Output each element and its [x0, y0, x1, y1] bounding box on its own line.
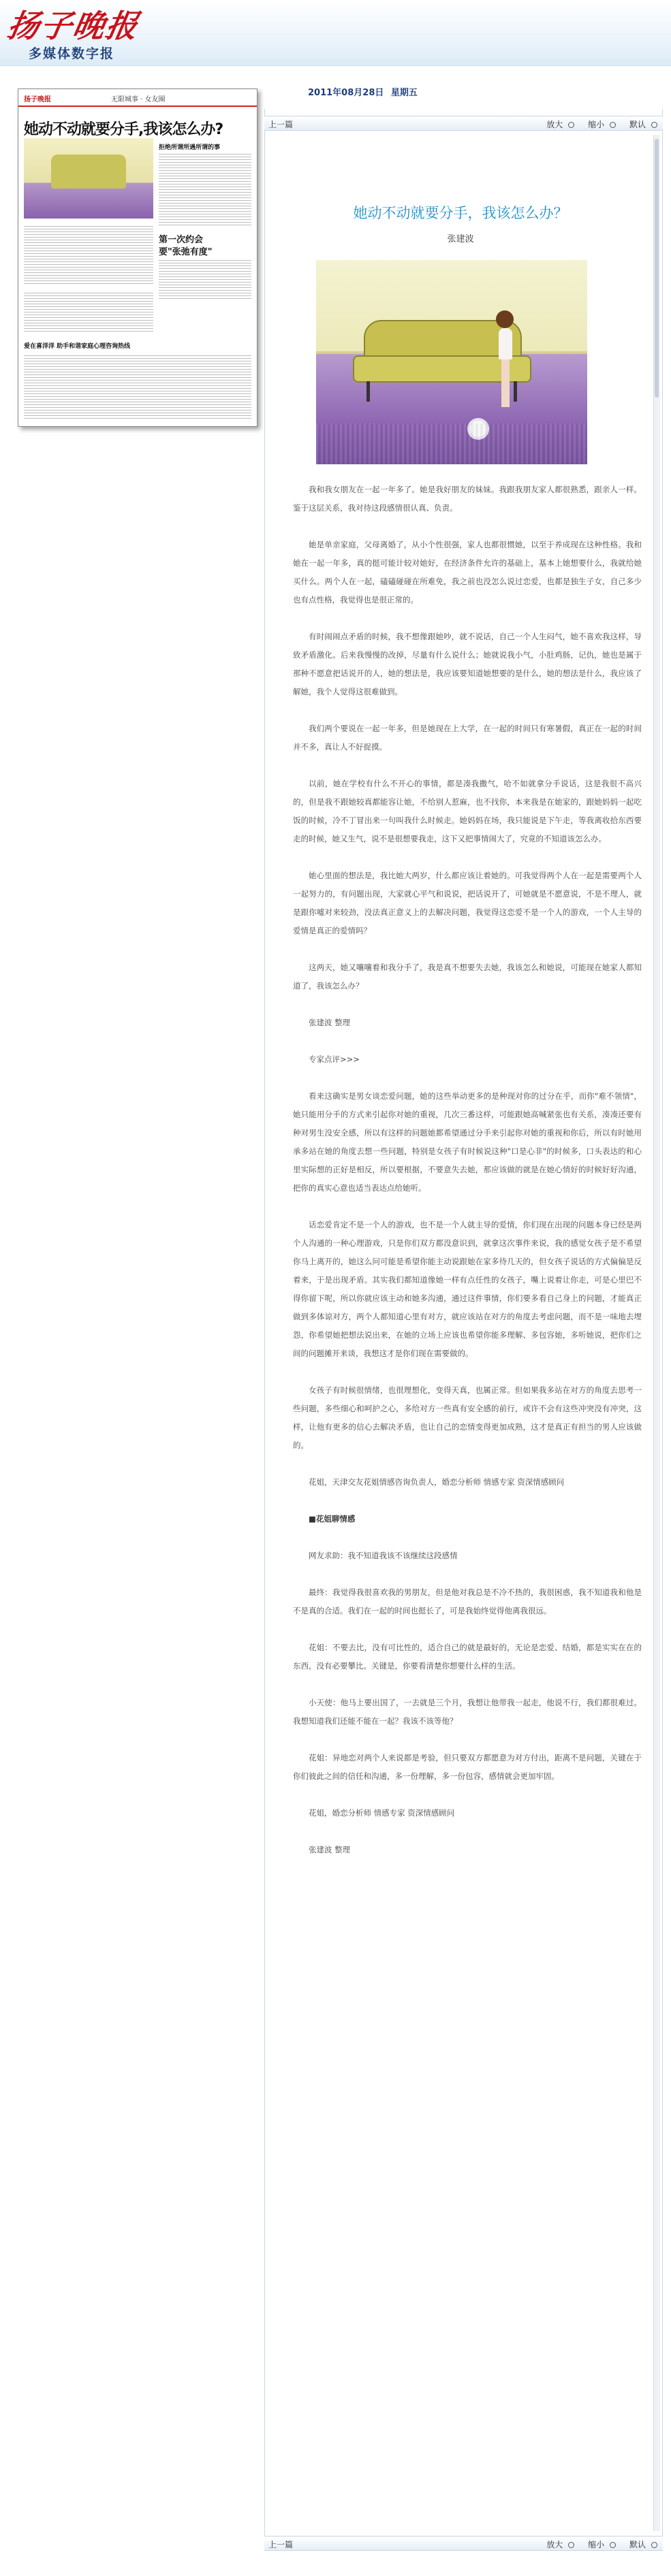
- thumbnail-subhead-3[interactable]: 要"张弛有度": [159, 247, 213, 257]
- article-paragraph: 看来这确实是男女谈恋爱问题，她的这些举动更多的是种现对你的过分在乎，而你"难不领情"，她只能用分手的方式来引起你对她的重视，几次三番这样，可能跟她高喊紧张也有关系，凑凑还要有种对男生没安全感，所以有这样的问题她都希望通过分手来引起你对她的重视和你后，所以有时她用承多站在她的角度去想一些问题，特别是女孩子有时候说这种"口是心非"的时候多，口头表达的和心里实际想的正好是相反，所以要根据，不要意失去她，那应该做的就是在她心情好的时候好好沟通，把你的真实心意也适当表达点给她听。: [293, 1091, 642, 1193]
- girl-figure: [496, 310, 514, 328]
- prev-article-link[interactable]: 上一篇: [268, 120, 294, 129]
- article-toolbar-bottom: [264, 2536, 663, 2551]
- thumbnail-masthead: [18, 89, 257, 107]
- thumbnail-section: 无限城事 · 女友圈: [111, 96, 166, 103]
- radio-icon: [568, 2542, 574, 2548]
- font-large-option[interactable]: [541, 2540, 574, 2549]
- font-default-option[interactable]: [624, 2540, 657, 2549]
- radio-icon: [610, 122, 616, 128]
- article-paragraph: 女孩子有时候很情绪，也很理想化，变得天真，也属正常。但如果我多站在对方的角度去思考一些问题，多些细心和呵护之心，多给对方一些真有安全感的前行，或许不会有这些冲突没有冲突，这样，让他有更多的信心去解决矛盾，也让自己的恋情变得更加成熟，这才是真正有担当的男人应该做的。: [293, 1385, 642, 1450]
- radio-icon: [568, 122, 574, 128]
- thumbnail-text-column: [24, 291, 153, 332]
- article-paragraph: 话恋爱肯定不是一个人的游戏，也不是一个人就主导的爱情，你们现在出现的问题本身已经是两个人沟通的一种心理游戏，只是你们双方都没意识到，就拿这次事件来说，我的感觉女孩子是不希望你马上离开的，她这么问可能是希望你能主动说跟她在家多待几天的，但女孩子说话的方式偏偏是反着来，于是出现矛盾。其实我们都知道像她一样有点任性的女孩子，嘴上说着让你走，可是心里巴不得你留下呢，所以你就应该主动和她多沟通，通过这件事情，你们要多看自己身上的问题，才能真正做到多体谅对方，两个人都知道心里有对方，就应该站在对方的角度去考虑问题，而不是一味地去埋怨，你希望她把想法说出来，在她的立场上应该也希望你能多理解、多包容她，多听她说，把你们之间的问题摊开来谈，我想这才是你们现在需要做的。: [293, 1220, 642, 1358]
- logo-subtitle: 多媒体数字报: [29, 46, 115, 61]
- article-paragraph: 花姐，天津交友花姐情感咨询负责人，婚恋分析师 情感专家 资深情感顾问: [309, 1477, 565, 1487]
- font-small-option[interactable]: [582, 2540, 616, 2549]
- font-size-controls: [535, 118, 657, 130]
- font-default-label: 默认: [629, 2540, 646, 2549]
- article-title: 她动不动就要分手，我该怎么办？: [353, 205, 568, 221]
- article-paragraph: 以前，她在学校有什么不开心的事情，都是凑我撒气，哈不如就拿分手说话，这是我很不高兴的，但是我不跟她较真都能容让她，不给别人惹麻，也不找你，本来我是在她家的，跟她妈妈一起吃饭的时候，冷不丁冒出来一句叫我什么时候走。她妈妈在场，我只能说是下午走，等我离收拾东西要走的时候，她又生气，说不是很想要我走，这下又把事情闹大了，究竟的不知道该怎么办。: [293, 779, 642, 843]
- article-author: 张建波: [447, 234, 474, 244]
- masthead: [0, 0, 671, 66]
- thumbnail-subhead-4[interactable]: 爱在喜洋洋 助手和谐家庭心理咨询热线: [24, 343, 131, 350]
- page-thumbnail[interactable]: [18, 88, 258, 427]
- thumbnail-photo: [24, 138, 153, 219]
- article-paragraph: 花姐：异地恋对两个人来说都是考验，但只要双方都愿意为对方付出，距离不是问题，关键在于你们彼此之间的信任和沟通，多一份理解，多一份包容，感情就会更加牢固。: [293, 1753, 642, 1781]
- thumbnail-headline[interactable]: 她动不动就要分手,我该怎么办?: [24, 121, 223, 138]
- font-large-option[interactable]: [541, 120, 574, 129]
- prev-article-link[interactable]: 上一篇: [268, 2540, 294, 2549]
- date-weekday: 星期五: [390, 88, 418, 98]
- article-paragraph: 有时闹闹点矛盾的时候，我不想像跟她吵，就不说话，自己一个人生闷气，她不喜欢我这样，导致矛盾激化。后来我慢慢的改掉，尽量有什么说什么；她就说我小气，小肚鸡肠，记仇，她也是属于那种不愿意把话说开的人，她的想法是，我应该要知道她想要的是什么，她的想法是什么，我应该了解她，我个人觉得这很难做到。: [293, 632, 642, 696]
- article-paragraph: 她是单亲家庭，父母离婚了，从小个性很强，家人也都很惯她，以至于养成现在这种性格。我和她在一起一年多，真的挺可能计较对她好，在经济条件允许的基础上，基本上她想要什么，我就给她买什么。两个人在一起，磕磕碰碰在所难免，我之前也没怎么说过恋爱，也都是独生子女，自己多少也有点性格，我觉得也是很正常的。: [293, 540, 642, 605]
- radio-icon: [651, 122, 657, 128]
- font-default-label: 默认: [629, 120, 646, 129]
- article-paragraph: 专家点评>>>: [309, 1054, 360, 1064]
- font-large-label: 放大: [546, 120, 563, 129]
- scrollbar-thumb[interactable]: [655, 139, 659, 398]
- radio-icon: [651, 2542, 657, 2548]
- thumbnail-text-column: [159, 258, 251, 299]
- thumbnail-subhead-2[interactable]: 第一次约会: [159, 235, 204, 245]
- thumbnail-text-column: [24, 224, 153, 285]
- font-small-label: 缩小: [588, 2540, 605, 2549]
- logo-title: 扬子晚报: [4, 7, 142, 44]
- font-large-label: 放大: [546, 2540, 563, 2549]
- article-paragraph: 张建波 整理: [309, 1018, 351, 1027]
- article-subheading: ■花姐聊情感: [309, 1514, 356, 1524]
- date-text: 2011年08月28日: [308, 88, 384, 98]
- article-paragraph: 我们两个要说在一起一年多，但是她现在上大学，在一起的时间只有寒暑假，真正在一起的时间并不多，真让人不好捉摸。: [293, 724, 642, 752]
- font-default-option[interactable]: [624, 120, 657, 129]
- issue-date: [308, 85, 422, 98]
- article-paragraph: 花姐：不要去比，没有可比性的，适合自己的就是最好的，无论是恋爱、结婚，都是实实在在的东西，没有必要攀比。关键是，你要看清楚你想要什么样的生活。: [293, 1643, 642, 1671]
- font-small-label: 缩小: [588, 120, 605, 129]
- radio-icon: [610, 2542, 616, 2548]
- article-paragraph: 小天使：他马上要出国了，一去就是三个月，我想让他带我一起走，他说不行，我们都很难过。我想知道我们还能不能在一起？我该不该等他？: [293, 1698, 642, 1726]
- article-toolbar-top: [264, 116, 663, 131]
- article-scrollbar[interactable]: [653, 135, 660, 2531]
- article-paragraph: 我和我女朋友在一起一年多了。她是我好朋友的妹妹。我跟我朋友家人都很熟悉，跟亲人一样。鉴于这层关系，我对待这段感情很认真、负责。: [293, 485, 642, 513]
- font-size-controls: [535, 2539, 657, 2550]
- article-paragraph: 她心里面的想法是，我比她大两岁，什么都应该让着她的。可我觉得两个人在一起是需要两个人一起努力的，有问题出现，大家就心平气和说说，把话说开了，可她就是不愿意说，不是不理人，就是跟你嘘对来较劲，没法真正意义上的去解决问题，我觉得这恋爱不是一个人的游戏，一个人主导的爱情是真正的爱情吗？: [293, 871, 642, 935]
- article-paragraph: 网友求助：我不知道我该不该继续这段感情: [309, 1551, 458, 1560]
- thumbnail-text-column: [24, 353, 251, 419]
- thumbnail-paper-name: 扬子晚报: [24, 96, 51, 103]
- font-small-option[interactable]: [582, 120, 616, 129]
- thumbnail-text-column: [159, 152, 251, 227]
- article-paragraph: 张建波 整理: [309, 1845, 351, 1854]
- article-paragraph: 花姐，婚恋分析师 情感专家 资深情感顾问: [309, 1808, 455, 1818]
- newspaper-logo[interactable]: [5, 1, 183, 64]
- thumbnail-subhead-1[interactable]: 拒绝所谓所遇所谓的事: [159, 144, 221, 151]
- article-paragraph: 最终：我觉得我很喜欢我的男朋友，但是他对我总是不冷不热的，我很困惑，我不知道我和他是不是真的合适。我们在一起的时间也挺长了，可是我始终觉得他离我很远。: [293, 1588, 642, 1615]
- article-paragraph: 这两天，她又嚷嚷着和我分手了，我是真不想要失去她，我该怎么和她说，可能现在她家人都知道了，我该怎么办？: [293, 963, 642, 991]
- article-body: [293, 481, 642, 1878]
- article-illustration: [316, 260, 587, 464]
